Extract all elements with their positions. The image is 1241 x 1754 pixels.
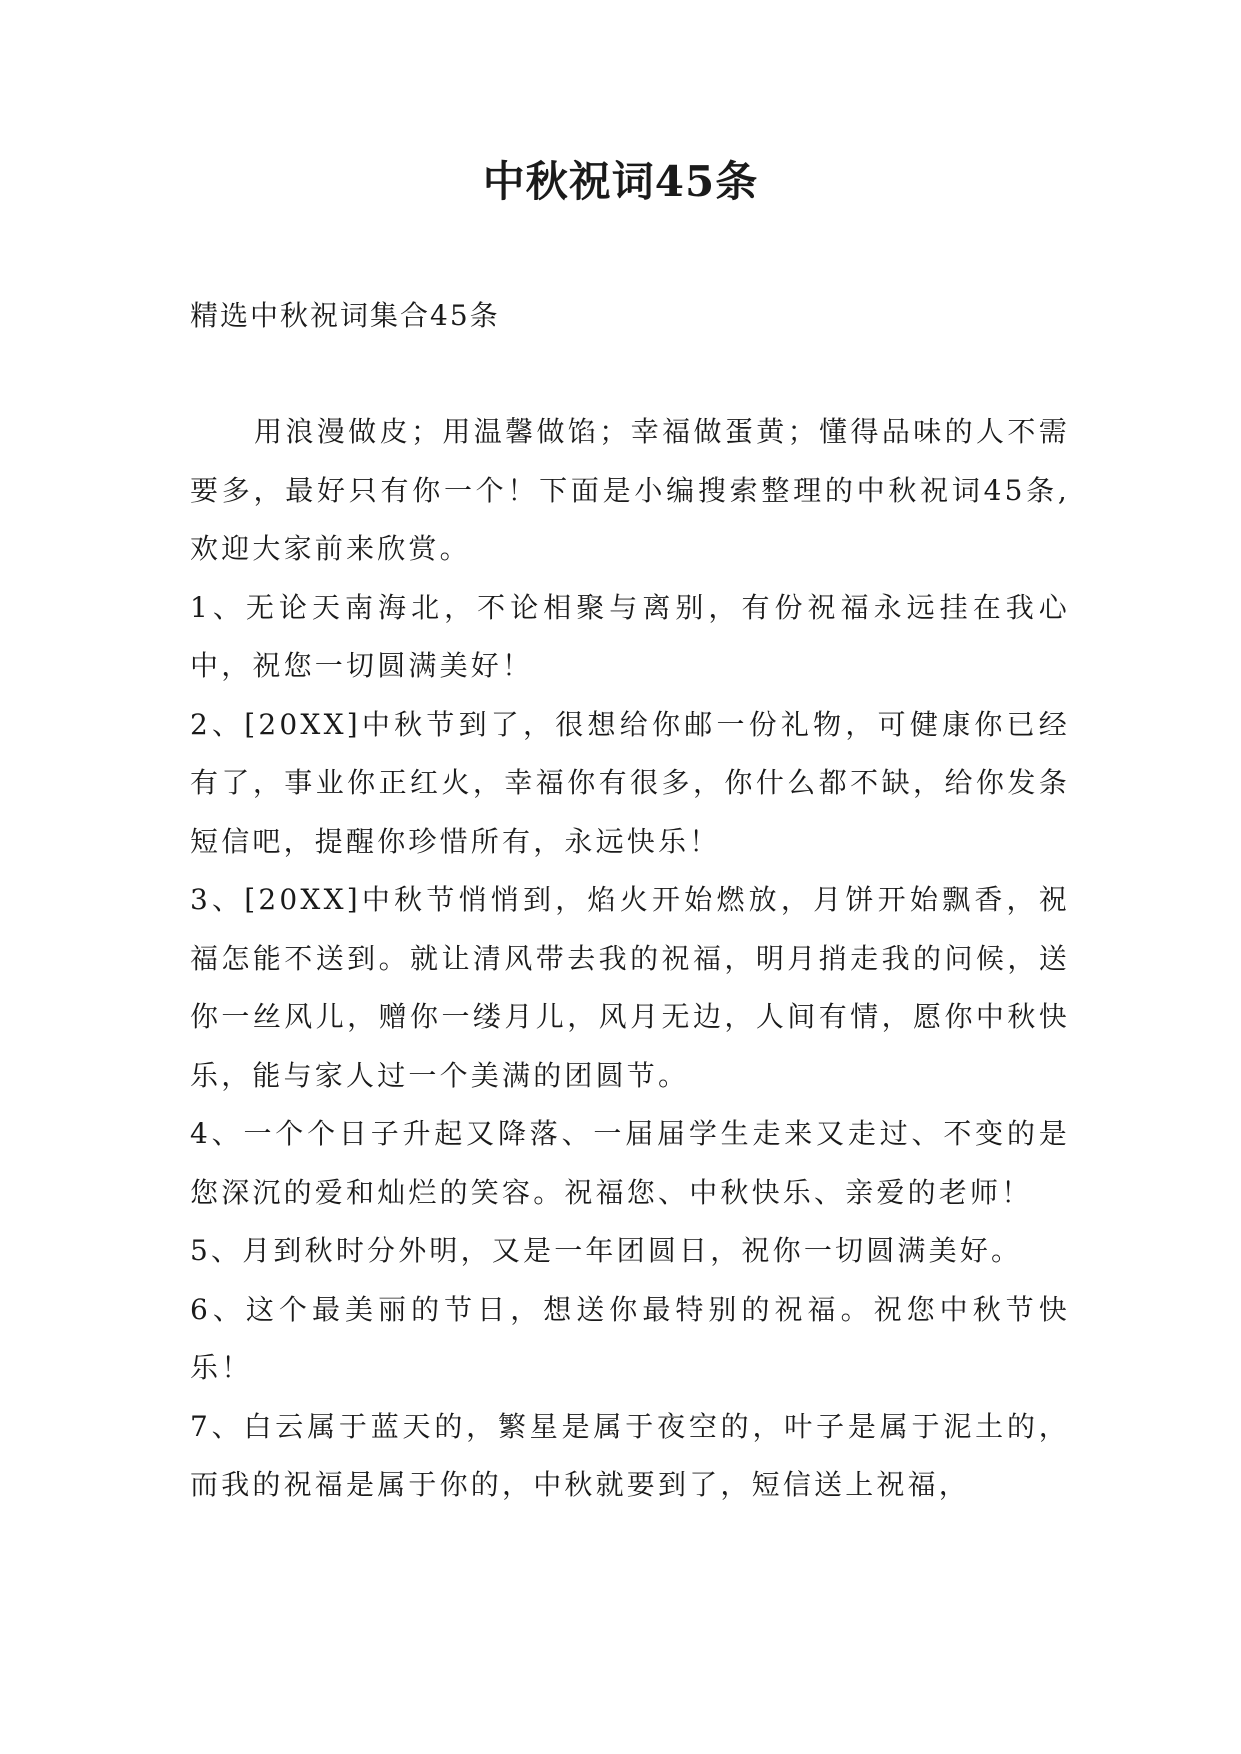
list-item: 6、这个最美丽的节日，想送你最特别的祝福。祝您中秋节快乐！ bbox=[190, 1292, 1070, 1384]
list-item: 5、月到秋时分外明，又是一年团圆日，祝你一切圆满美好。 bbox=[190, 1234, 1023, 1267]
list-item: 1、无论天南海北，不论相聚与离别，有份祝福永远挂在我心中，祝您一切圆满美好！ bbox=[190, 590, 1070, 682]
list-item: 3、[20XX]中秋节悄悄到，焰火开始燃放，月饼开始飘香，祝福怎能不送到。就让清风带去我的祝福，明月捎走我的问候，送你一丝风儿，赠你一缕月儿，风月无边，人间有情，愿你中秋快乐，能与家人过一个美满的团圆节。 bbox=[190, 883, 1070, 1092]
document-subtitle: 精选中秋祝词集合45条 bbox=[190, 299, 500, 332]
intro-paragraph: 用浪漫做皮；用温馨做馅；幸福做蛋黄；懂得品味的人不需要多，最好只有你一个！下面是小编搜索整理的中秋祝词45条,欢迎大家前来欣赏。 bbox=[190, 415, 1070, 565]
list-item: 2、[20XX]中秋节到了，很想给你邮一份礼物，可健康你已经有了，事业你正红火，幸福你有很多，你什么都不缺，给你发条短信吧，提醒你珍惜所有，永远快乐！ bbox=[190, 707, 1070, 858]
document-title: 中秋祝词45条 bbox=[482, 157, 759, 206]
document-body bbox=[190, 403, 1070, 1515]
list-item: 4、一个个日子升起又降落、一届届学生走来又走过、不变的是您深沉的爱和灿烂的笑容。祝福您、中秋快乐、亲爱的老师！ bbox=[190, 1117, 1070, 1209]
list-item: 7、白云属于蓝天的，繁星是属于夜空的，叶子是属于泥土的，而我的祝福是属于你的，中秋就要到了，短信送上祝福， bbox=[190, 1409, 1070, 1501]
